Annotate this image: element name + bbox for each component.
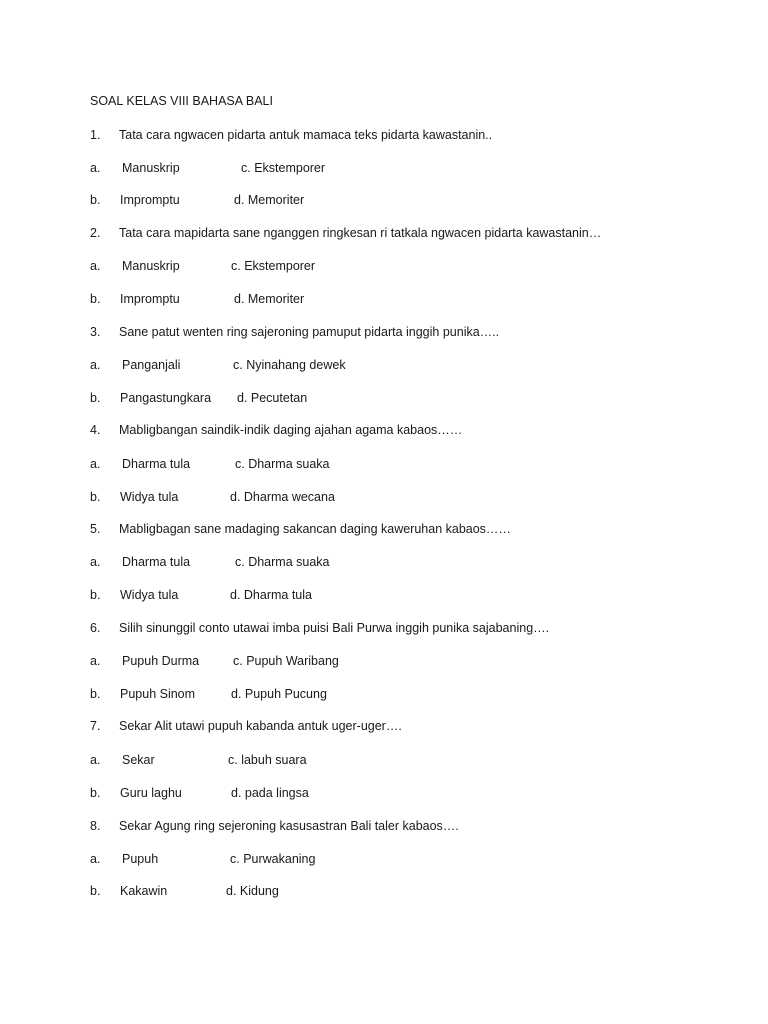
page-title: SOAL KELAS VIII BAHASA BALI	[90, 94, 273, 108]
question-text: Sane patut wenten ring sajeroning pamuput pidarta inggih punika…..	[119, 325, 500, 339]
option-b: Pangastungkara	[120, 391, 212, 405]
option-c: c. Dharma suaka	[235, 555, 330, 569]
question-number: 2.	[90, 226, 101, 240]
question-number: 8.	[90, 819, 101, 833]
option-label: b.	[90, 884, 101, 898]
option-c: c. Pupuh Waribang	[233, 654, 339, 668]
option-label: a.	[90, 753, 101, 767]
option-d: d. Pupuh Pucung	[231, 687, 327, 701]
option-b: Pupuh Sinom	[120, 687, 196, 701]
question-number: 3.	[90, 325, 101, 339]
option-a: Dharma tula	[122, 555, 191, 569]
option-c: c. Ekstemporer	[231, 259, 316, 273]
option-label: b.	[90, 193, 101, 207]
option-d: d. Memoriter	[234, 193, 305, 207]
option-label: a.	[90, 457, 101, 471]
question-text: Sekar Alit utawi pupuh kabanda antuk uger-uger….	[119, 719, 402, 733]
question-number: 4.	[90, 423, 101, 437]
option-c: c. Purwakaning	[230, 852, 316, 866]
option-c: c. Nyinahang dewek	[233, 358, 346, 372]
option-label: b.	[90, 786, 101, 800]
option-a: Manuskrip	[122, 259, 180, 273]
option-d: d. pada lingsa	[231, 786, 309, 800]
option-label: b.	[90, 588, 101, 602]
option-b: Guru laghu	[120, 786, 182, 800]
option-b: Widya tula	[120, 588, 179, 602]
question-number: 6.	[90, 621, 101, 635]
question-number: 7.	[90, 719, 101, 733]
option-a: Pupuh	[122, 852, 159, 866]
option-c: c. Dharma suaka	[235, 457, 330, 471]
option-a: Dharma tula	[122, 457, 191, 471]
option-label: b.	[90, 490, 101, 504]
option-b: Widya tula	[120, 490, 179, 504]
option-c: c. labuh suara	[228, 753, 307, 767]
option-a: Sekar	[122, 753, 155, 767]
question-text: Silih sinunggil conto utawai imba puisi Bali Purwa inggih punika sajabaning….	[119, 621, 550, 635]
option-label: b.	[90, 687, 101, 701]
option-d: d. Pecutetan	[237, 391, 308, 405]
option-d: d. Kidung	[226, 884, 279, 898]
option-d: d. Dharma wecana	[230, 490, 335, 504]
option-a: Pupuh Durma	[122, 654, 200, 668]
option-c: c. Ekstemporer	[241, 161, 326, 175]
question-number: 5.	[90, 522, 101, 536]
option-label: a.	[90, 259, 101, 273]
option-b: Impromptu	[120, 292, 180, 306]
option-label: a.	[90, 358, 101, 372]
option-d: d. Dharma tula	[230, 588, 312, 602]
option-label: a.	[90, 852, 101, 866]
option-label: a.	[90, 654, 101, 668]
question-number: 1.	[90, 128, 101, 142]
option-b: Impromptu	[120, 193, 180, 207]
option-a: Manuskrip	[122, 161, 180, 175]
question-text: Tata cara ngwacen pidarta antuk mamaca teks pidarta kawastanin..	[119, 128, 493, 142]
question-text: Mabligbagan sane madaging sakancan daging kaweruhan kabaos……	[119, 522, 511, 536]
option-label: b.	[90, 391, 101, 405]
option-d: d. Memoriter	[234, 292, 305, 306]
question-text: Mabligbangan saindik-indik daging ajahan agama kabaos……	[119, 423, 463, 437]
option-label: a.	[90, 555, 101, 569]
option-a: Panganjali	[122, 358, 181, 372]
question-text: Sekar Agung ring sejeroning kasusastran Bali taler kabaos….	[119, 819, 459, 833]
option-label: b.	[90, 292, 101, 306]
question-text: Tata cara mapidarta sane nganggen ringkesan ri tatkala ngwacen pidarta kawastanin…	[119, 226, 602, 240]
option-b: Kakawin	[120, 884, 168, 898]
option-label: a.	[90, 161, 101, 175]
